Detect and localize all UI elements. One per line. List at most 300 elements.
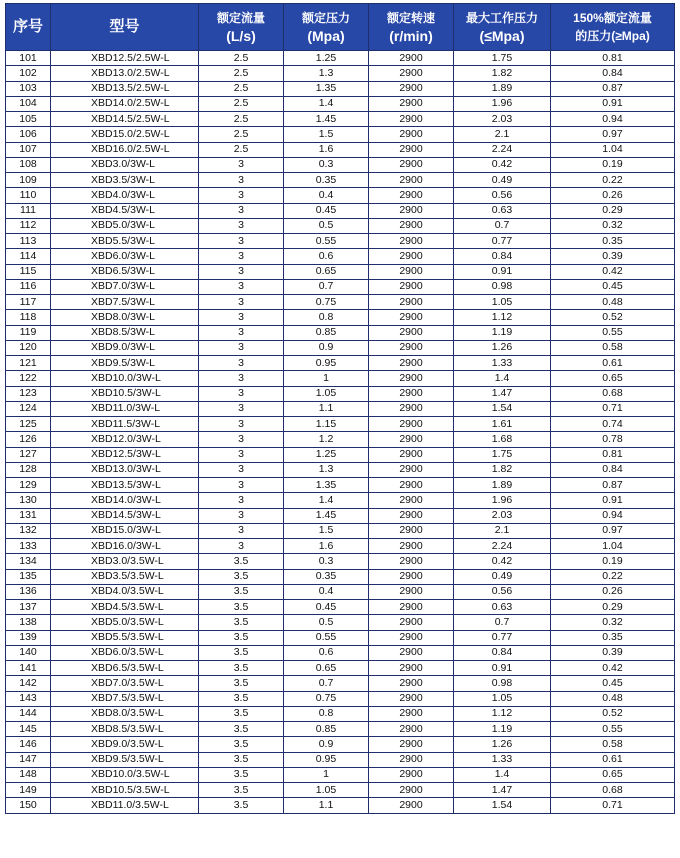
cell-max-pressure: 2.1: [454, 523, 551, 538]
cell-model: XBD12.5/3W-L: [51, 447, 199, 462]
table-row: [6, 142, 675, 157]
cell-max-pressure: 1.26: [454, 737, 551, 752]
cell-max-pressure: 1.4: [454, 371, 551, 386]
table-row: [6, 249, 675, 264]
cell-rated-speed: 2900: [369, 706, 454, 721]
cell-rated-flow: 3: [199, 401, 284, 416]
cell-rated-pressure: 1.2: [284, 432, 369, 447]
cell-150-pressure: 0.65: [551, 371, 675, 386]
cell-rated-flow: 3.5: [199, 584, 284, 599]
cell-rated-speed: 2900: [369, 264, 454, 279]
cell-model: XBD7.5/3.5W-L: [51, 691, 199, 706]
cell-150-pressure: 0.19: [551, 157, 675, 172]
cell-150-pressure: 0.91: [551, 493, 675, 508]
cell-rated-pressure: 0.6: [284, 645, 369, 660]
cell-max-pressure: 1.61: [454, 417, 551, 432]
cell-rated-speed: 2900: [369, 127, 454, 142]
cell-rated-speed: 2900: [369, 569, 454, 584]
cell-max-pressure: 0.42: [454, 554, 551, 569]
table-row: [6, 127, 675, 142]
cell-model: XBD16.0/3W-L: [51, 539, 199, 554]
cell-150-pressure: 0.81: [551, 447, 675, 462]
cell-seq: 144: [6, 706, 51, 721]
cell-max-pressure: 0.84: [454, 249, 551, 264]
cell-model: XBD8.5/3.5W-L: [51, 722, 199, 737]
cell-rated-speed: 2900: [369, 386, 454, 401]
cell-rated-flow: 3: [199, 432, 284, 447]
cell-seq: 134: [6, 554, 51, 569]
cell-rated-speed: 2900: [369, 234, 454, 249]
table-row: [6, 752, 675, 767]
cell-150-pressure: 0.58: [551, 737, 675, 752]
cell-150-pressure: 0.84: [551, 462, 675, 477]
cell-rated-pressure: 0.5: [284, 218, 369, 233]
cell-rated-pressure: 0.3: [284, 157, 369, 172]
header-150-pressure-unit: 的压力(≥Mpa): [575, 29, 650, 43]
cell-rated-flow: 3: [199, 386, 284, 401]
cell-rated-speed: 2900: [369, 310, 454, 325]
cell-rated-pressure: 1.6: [284, 539, 369, 554]
cell-rated-speed: 2900: [369, 173, 454, 188]
cell-rated-pressure: 1.25: [284, 51, 369, 66]
cell-seq: 145: [6, 722, 51, 737]
cell-rated-speed: 2900: [369, 51, 454, 66]
cell-rated-flow: 3: [199, 462, 284, 477]
cell-seq: 115: [6, 264, 51, 279]
cell-rated-flow: 3.5: [199, 691, 284, 706]
cell-seq: 146: [6, 737, 51, 752]
table-row: [6, 569, 675, 584]
cell-model: XBD7.5/3W-L: [51, 295, 199, 310]
cell-seq: 136: [6, 584, 51, 599]
header-row: [6, 4, 675, 51]
table-row: [6, 295, 675, 310]
cell-rated-speed: 2900: [369, 554, 454, 569]
header-150-pressure-title: 150%额定流量: [573, 11, 652, 25]
cell-150-pressure: 0.71: [551, 401, 675, 416]
cell-model: XBD10.5/3.5W-L: [51, 783, 199, 798]
cell-rated-flow: 3.5: [199, 676, 284, 691]
cell-150-pressure: 0.87: [551, 81, 675, 96]
cell-rated-flow: 3: [199, 157, 284, 172]
table-row: [6, 645, 675, 660]
cell-model: XBD4.5/3.5W-L: [51, 600, 199, 615]
cell-seq: 111: [6, 203, 51, 218]
table-row: [6, 401, 675, 416]
cell-150-pressure: 0.61: [551, 752, 675, 767]
table-row: [6, 356, 675, 371]
table-row: [6, 630, 675, 645]
cell-rated-pressure: 1.5: [284, 523, 369, 538]
cell-rated-speed: 2900: [369, 96, 454, 111]
cell-model: XBD11.0/3.5W-L: [51, 798, 199, 813]
cell-rated-pressure: 0.95: [284, 752, 369, 767]
cell-rated-flow: 3: [199, 310, 284, 325]
cell-rated-speed: 2900: [369, 691, 454, 706]
cell-rated-pressure: 1.1: [284, 798, 369, 813]
cell-seq: 129: [6, 478, 51, 493]
cell-rated-speed: 2900: [369, 798, 454, 813]
header-rated-pressure-unit: (Mpa): [307, 28, 345, 44]
cell-seq: 102: [6, 66, 51, 81]
cell-seq: 120: [6, 340, 51, 355]
cell-rated-speed: 2900: [369, 447, 454, 462]
cell-rated-pressure: 1.3: [284, 462, 369, 477]
cell-seq: 148: [6, 767, 51, 782]
header-rated-flow: [199, 4, 284, 51]
cell-model: XBD13.5/2.5W-L: [51, 81, 199, 96]
cell-model: XBD4.0/3W-L: [51, 188, 199, 203]
cell-max-pressure: 1.54: [454, 798, 551, 813]
cell-150-pressure: 0.65: [551, 767, 675, 782]
cell-seq: 118: [6, 310, 51, 325]
cell-model: XBD13.0/3W-L: [51, 462, 199, 477]
table-row: [6, 203, 675, 218]
cell-rated-flow: 3.5: [199, 569, 284, 584]
cell-model: XBD8.5/3W-L: [51, 325, 199, 340]
cell-150-pressure: 0.58: [551, 340, 675, 355]
table-row: [6, 66, 675, 81]
table-row: [6, 310, 675, 325]
cell-rated-flow: 3: [199, 249, 284, 264]
cell-rated-speed: 2900: [369, 203, 454, 218]
cell-150-pressure: 0.78: [551, 432, 675, 447]
cell-rated-pressure: 0.75: [284, 691, 369, 706]
cell-150-pressure: 0.42: [551, 661, 675, 676]
cell-max-pressure: 2.24: [454, 142, 551, 157]
cell-model: XBD16.0/2.5W-L: [51, 142, 199, 157]
table-row: [6, 661, 675, 676]
table-row: [6, 767, 675, 782]
cell-150-pressure: 0.45: [551, 279, 675, 294]
cell-model: XBD5.0/3W-L: [51, 218, 199, 233]
cell-rated-pressure: 1.35: [284, 478, 369, 493]
cell-150-pressure: 0.81: [551, 51, 675, 66]
cell-rated-flow: 3: [199, 371, 284, 386]
cell-150-pressure: 0.26: [551, 188, 675, 203]
cell-rated-flow: 2.5: [199, 142, 284, 157]
cell-rated-speed: 2900: [369, 539, 454, 554]
header-rated-speed-unit: (r/min): [389, 28, 433, 44]
cell-rated-flow: 3: [199, 508, 284, 523]
table-row: [6, 478, 675, 493]
cell-max-pressure: 1.68: [454, 432, 551, 447]
cell-rated-speed: 2900: [369, 584, 454, 599]
cell-150-pressure: 1.04: [551, 539, 675, 554]
header-model: 型号: [51, 4, 199, 51]
cell-rated-flow: 3: [199, 539, 284, 554]
table-header: [6, 4, 675, 51]
cell-rated-pressure: 1.1: [284, 401, 369, 416]
cell-rated-pressure: 1.4: [284, 96, 369, 111]
cell-rated-pressure: 1: [284, 767, 369, 782]
cell-model: XBD13.0/2.5W-L: [51, 66, 199, 81]
cell-max-pressure: 2.24: [454, 539, 551, 554]
cell-max-pressure: 1.82: [454, 66, 551, 81]
cell-model: XBD9.0/3W-L: [51, 340, 199, 355]
cell-rated-speed: 2900: [369, 356, 454, 371]
cell-max-pressure: 0.63: [454, 203, 551, 218]
table-row: [6, 615, 675, 630]
table-row: [6, 554, 675, 569]
cell-model: XBD5.0/3.5W-L: [51, 615, 199, 630]
cell-rated-pressure: 0.85: [284, 325, 369, 340]
cell-rated-flow: 3: [199, 188, 284, 203]
cell-rated-flow: 3: [199, 325, 284, 340]
cell-rated-speed: 2900: [369, 325, 454, 340]
table-row: [6, 493, 675, 508]
cell-seq: 133: [6, 539, 51, 554]
cell-rated-speed: 2900: [369, 630, 454, 645]
cell-seq: 122: [6, 371, 51, 386]
cell-model: XBD15.0/3W-L: [51, 523, 199, 538]
cell-model: XBD10.5/3W-L: [51, 386, 199, 401]
cell-rated-speed: 2900: [369, 645, 454, 660]
table-row: [6, 600, 675, 615]
cell-model: XBD6.5/3W-L: [51, 264, 199, 279]
table-row: [6, 783, 675, 798]
cell-seq: 125: [6, 417, 51, 432]
cell-rated-speed: 2900: [369, 508, 454, 523]
table-row: [6, 706, 675, 721]
cell-model: XBD5.5/3.5W-L: [51, 630, 199, 645]
cell-rated-flow: 3: [199, 447, 284, 462]
cell-max-pressure: 1.12: [454, 706, 551, 721]
cell-model: XBD8.0/3W-L: [51, 310, 199, 325]
cell-rated-pressure: 1.15: [284, 417, 369, 432]
cell-rated-pressure: 1.05: [284, 386, 369, 401]
cell-150-pressure: 0.29: [551, 203, 675, 218]
cell-rated-flow: 2.5: [199, 96, 284, 111]
cell-max-pressure: 1.05: [454, 295, 551, 310]
cell-max-pressure: 0.42: [454, 157, 551, 172]
cell-seq: 143: [6, 691, 51, 706]
cell-seq: 150: [6, 798, 51, 813]
cell-rated-flow: 2.5: [199, 66, 284, 81]
cell-rated-speed: 2900: [369, 661, 454, 676]
cell-max-pressure: 1.4: [454, 767, 551, 782]
cell-seq: 123: [6, 386, 51, 401]
cell-rated-speed: 2900: [369, 767, 454, 782]
table-row: [6, 157, 675, 172]
cell-max-pressure: 1.47: [454, 386, 551, 401]
cell-150-pressure: 0.52: [551, 310, 675, 325]
header-rated-pressure: [284, 4, 369, 51]
table-row: [6, 417, 675, 432]
cell-max-pressure: 0.49: [454, 569, 551, 584]
cell-rated-pressure: 0.65: [284, 264, 369, 279]
cell-seq: 108: [6, 157, 51, 172]
cell-max-pressure: 1.19: [454, 722, 551, 737]
table-row: [6, 432, 675, 447]
cell-rated-pressure: 0.7: [284, 676, 369, 691]
cell-seq: 126: [6, 432, 51, 447]
cell-150-pressure: 0.61: [551, 356, 675, 371]
cell-max-pressure: 1.96: [454, 96, 551, 111]
cell-model: XBD6.0/3.5W-L: [51, 645, 199, 660]
cell-rated-speed: 2900: [369, 340, 454, 355]
cell-150-pressure: 0.55: [551, 722, 675, 737]
cell-rated-speed: 2900: [369, 722, 454, 737]
cell-150-pressure: 0.32: [551, 218, 675, 233]
cell-rated-pressure: 0.8: [284, 310, 369, 325]
cell-max-pressure: 0.77: [454, 234, 551, 249]
cell-max-pressure: 1.82: [454, 462, 551, 477]
cell-rated-pressure: 0.6: [284, 249, 369, 264]
cell-rated-flow: 2.5: [199, 127, 284, 142]
cell-rated-speed: 2900: [369, 752, 454, 767]
cell-max-pressure: 1.96: [454, 493, 551, 508]
cell-150-pressure: 0.68: [551, 386, 675, 401]
cell-rated-pressure: 1.25: [284, 447, 369, 462]
cell-rated-flow: 3: [199, 234, 284, 249]
cell-rated-speed: 2900: [369, 523, 454, 538]
table-row: [6, 173, 675, 188]
cell-max-pressure: 1.05: [454, 691, 551, 706]
cell-seq: 110: [6, 188, 51, 203]
table-row: [6, 584, 675, 599]
cell-model: XBD7.0/3.5W-L: [51, 676, 199, 691]
cell-rated-flow: 3.5: [199, 722, 284, 737]
cell-model: XBD3.0/3W-L: [51, 157, 199, 172]
table-row: [6, 508, 675, 523]
table-row: [6, 81, 675, 96]
cell-rated-pressure: 0.35: [284, 173, 369, 188]
cell-150-pressure: 0.29: [551, 600, 675, 615]
cell-model: XBD11.0/3W-L: [51, 401, 199, 416]
cell-seq: 141: [6, 661, 51, 676]
cell-rated-speed: 2900: [369, 66, 454, 81]
cell-max-pressure: 0.56: [454, 584, 551, 599]
cell-150-pressure: 0.48: [551, 691, 675, 706]
cell-max-pressure: 0.98: [454, 279, 551, 294]
cell-rated-flow: 3: [199, 173, 284, 188]
cell-max-pressure: 1.33: [454, 752, 551, 767]
cell-seq: 119: [6, 325, 51, 340]
cell-rated-pressure: 1.35: [284, 81, 369, 96]
cell-max-pressure: 0.63: [454, 600, 551, 615]
table-row: [6, 539, 675, 554]
cell-rated-speed: 2900: [369, 615, 454, 630]
header-rated-speed: [369, 4, 454, 51]
cell-rated-pressure: 0.5: [284, 615, 369, 630]
spec-table-container: [5, 3, 674, 814]
cell-rated-flow: 3: [199, 340, 284, 355]
cell-rated-pressure: 1.4: [284, 493, 369, 508]
cell-rated-flow: 2.5: [199, 112, 284, 127]
cell-model: XBD11.5/3W-L: [51, 417, 199, 432]
cell-max-pressure: 0.77: [454, 630, 551, 645]
cell-model: XBD13.5/3W-L: [51, 478, 199, 493]
table-row: [6, 676, 675, 691]
cell-rated-pressure: 1: [284, 371, 369, 386]
cell-rated-flow: 3.5: [199, 661, 284, 676]
cell-rated-flow: 3: [199, 493, 284, 508]
header-max-pressure: [454, 4, 551, 51]
cell-rated-pressure: 0.55: [284, 234, 369, 249]
header-rated-flow-title: 额定流量: [216, 11, 265, 25]
table-row: [6, 51, 675, 66]
cell-150-pressure: 0.74: [551, 417, 675, 432]
cell-150-pressure: 0.55: [551, 325, 675, 340]
cell-rated-flow: 3.5: [199, 798, 284, 813]
cell-150-pressure: 0.45: [551, 676, 675, 691]
header-seq: 序号: [6, 4, 51, 51]
cell-seq: 124: [6, 401, 51, 416]
cell-seq: 138: [6, 615, 51, 630]
cell-seq: 114: [6, 249, 51, 264]
cell-rated-pressure: 0.45: [284, 203, 369, 218]
cell-seq: 101: [6, 51, 51, 66]
cell-model: XBD14.0/2.5W-L: [51, 96, 199, 111]
header-max-pressure-unit: (≤Mpa): [479, 28, 525, 44]
cell-150-pressure: 0.48: [551, 295, 675, 310]
cell-rated-pressure: 1.3: [284, 66, 369, 81]
cell-max-pressure: 2.03: [454, 508, 551, 523]
cell-rated-speed: 2900: [369, 417, 454, 432]
header-rated-speed-title: 额定转速: [386, 11, 435, 25]
cell-rated-speed: 2900: [369, 493, 454, 508]
cell-rated-pressure: 0.9: [284, 340, 369, 355]
cell-rated-pressure: 0.8: [284, 706, 369, 721]
cell-rated-speed: 2900: [369, 478, 454, 493]
cell-rated-pressure: 0.3: [284, 554, 369, 569]
cell-seq: 105: [6, 112, 51, 127]
cell-max-pressure: 1.26: [454, 340, 551, 355]
cell-rated-flow: 3.5: [199, 630, 284, 645]
cell-150-pressure: 0.91: [551, 96, 675, 111]
cell-rated-speed: 2900: [369, 81, 454, 96]
cell-rated-flow: 3.5: [199, 615, 284, 630]
cell-max-pressure: 0.56: [454, 188, 551, 203]
cell-seq: 113: [6, 234, 51, 249]
cell-model: XBD9.0/3.5W-L: [51, 737, 199, 752]
cell-seq: 137: [6, 600, 51, 615]
cell-rated-pressure: 0.65: [284, 661, 369, 676]
cell-rated-pressure: 0.55: [284, 630, 369, 645]
table-row: [6, 218, 675, 233]
cell-150-pressure: 0.84: [551, 66, 675, 81]
cell-rated-flow: 3.5: [199, 752, 284, 767]
cell-max-pressure: 1.33: [454, 356, 551, 371]
table-body: [6, 51, 675, 814]
cell-rated-speed: 2900: [369, 462, 454, 477]
table-row: [6, 340, 675, 355]
cell-seq: 147: [6, 752, 51, 767]
cell-rated-flow: 3: [199, 203, 284, 218]
cell-seq: 149: [6, 783, 51, 798]
cell-rated-speed: 2900: [369, 371, 454, 386]
cell-model: XBD15.0/2.5W-L: [51, 127, 199, 142]
cell-rated-flow: 3: [199, 264, 284, 279]
cell-seq: 106: [6, 127, 51, 142]
cell-max-pressure: 0.98: [454, 676, 551, 691]
cell-max-pressure: 1.89: [454, 81, 551, 96]
cell-150-pressure: 0.32: [551, 615, 675, 630]
cell-rated-pressure: 1.45: [284, 508, 369, 523]
cell-150-pressure: 0.22: [551, 173, 675, 188]
cell-rated-flow: 3: [199, 523, 284, 538]
cell-rated-flow: 3: [199, 218, 284, 233]
cell-model: XBD7.0/3W-L: [51, 279, 199, 294]
cell-max-pressure: 1.75: [454, 51, 551, 66]
cell-seq: 117: [6, 295, 51, 310]
cell-max-pressure: 1.89: [454, 478, 551, 493]
cell-rated-speed: 2900: [369, 157, 454, 172]
cell-rated-flow: 3: [199, 478, 284, 493]
cell-seq: 132: [6, 523, 51, 538]
cell-max-pressure: 1.19: [454, 325, 551, 340]
